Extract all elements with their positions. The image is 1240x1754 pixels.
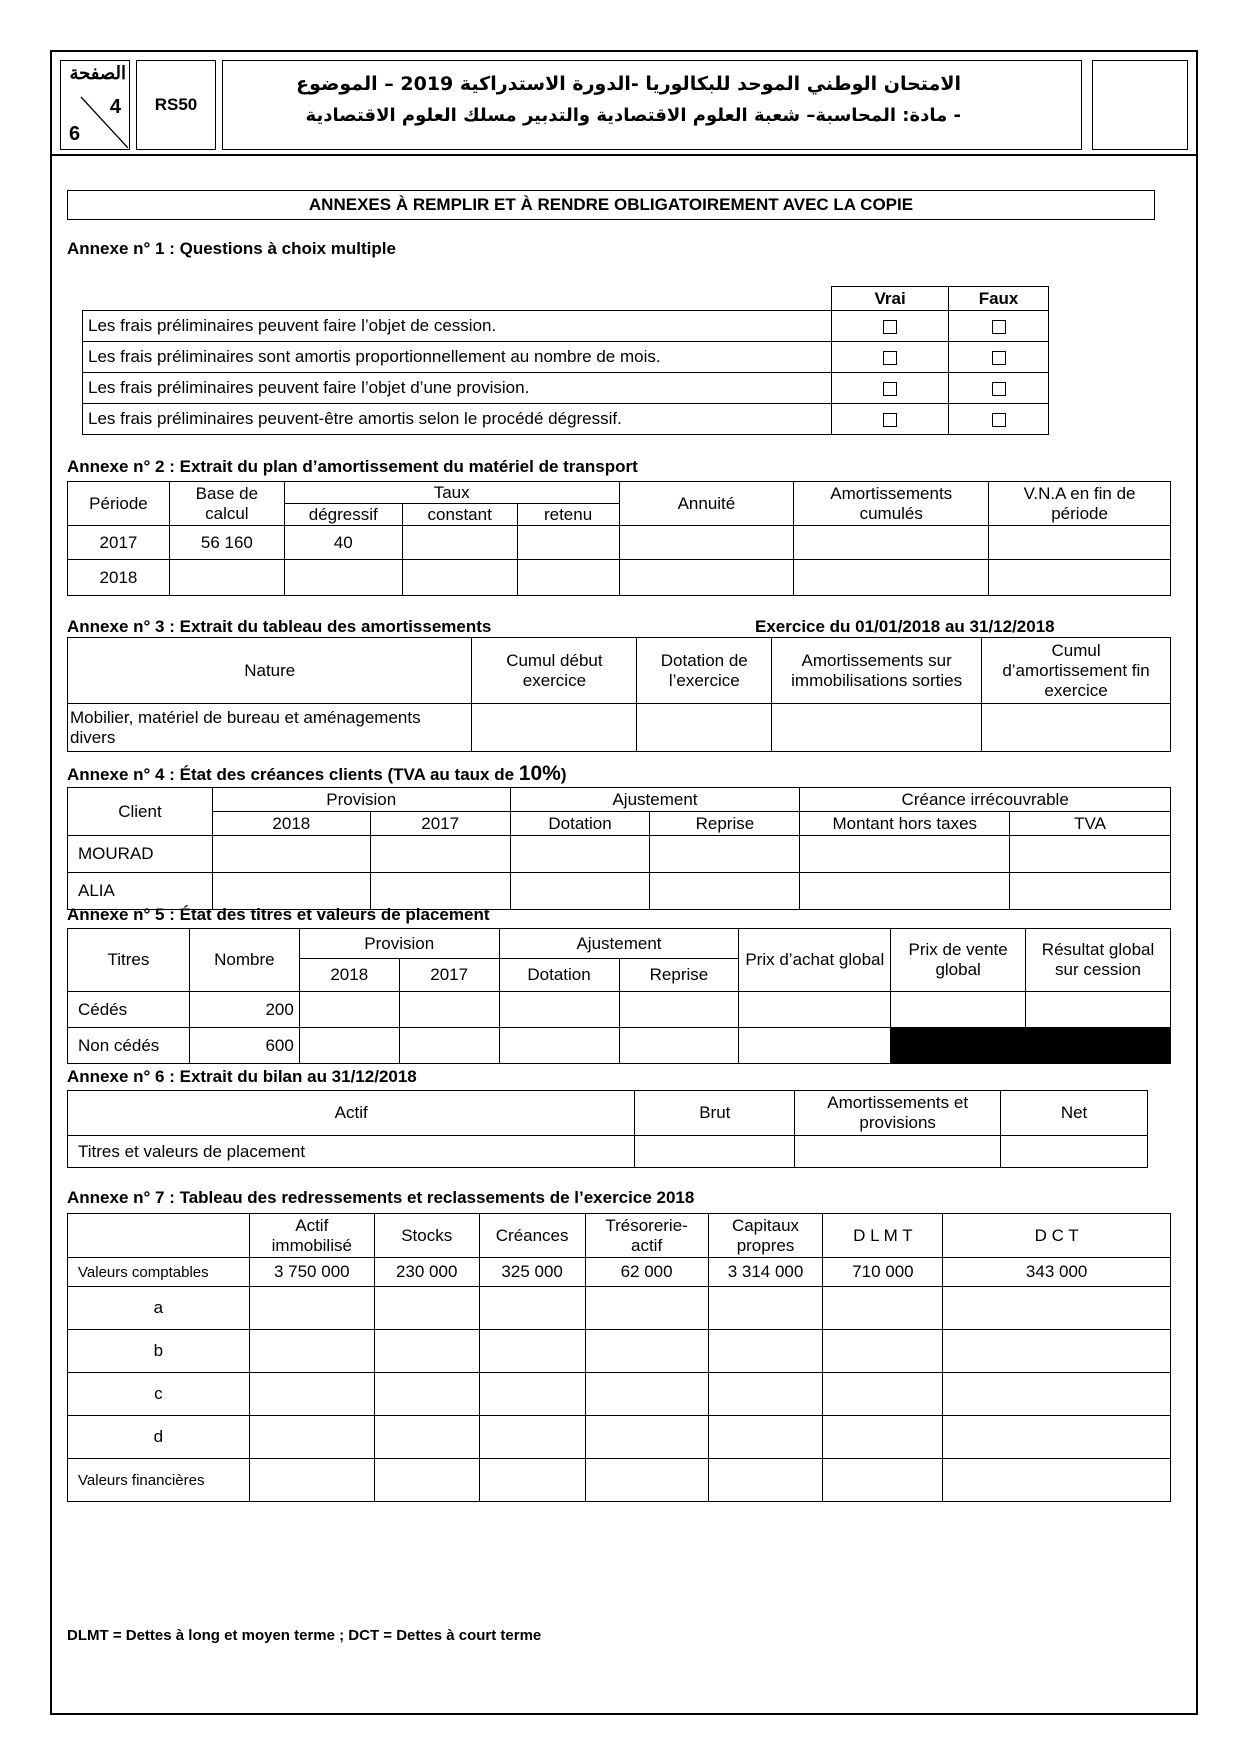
annexe6-title: Annexe n° 6 : Extrait du bilan au 31/12/2018 <box>67 1067 417 1086</box>
page-total: 6 <box>69 123 81 145</box>
page-number: 4 <box>109 96 121 118</box>
h-base: Base de calcul <box>169 482 284 526</box>
exam-title-line2: - مادة: المحاسبة– شعبة العلوم الاقتصادية والتدبير مسلك العلوم الاقتصادية <box>305 105 961 126</box>
h-actif: Actif <box>68 1091 635 1136</box>
h-dct: D C T <box>943 1214 1171 1258</box>
h-nature: Nature <box>68 638 472 704</box>
row-nombre: 600 <box>189 1028 299 1064</box>
annexe7-table <box>67 1213 1171 1502</box>
row-titres: Non cédés <box>68 1028 190 1064</box>
h-resultat: Résultat global sur cession <box>1026 929 1171 992</box>
h-provision: Provision <box>299 929 499 959</box>
client-name: MOURAD <box>68 836 213 873</box>
h-retenu: retenu <box>517 504 619 526</box>
h-provision: Provision <box>212 788 510 812</box>
annexe6-table <box>67 1090 1148 1168</box>
h-ajustement: Ajustement <box>499 929 739 959</box>
annexe3-exercice: Exercice du 01/01/2018 au 31/12/2018 <box>755 617 1055 636</box>
h-dotation: Dotation de l’exercice <box>637 638 772 704</box>
h-constant: constant <box>402 504 517 526</box>
h-tva: TVA <box>1010 812 1171 836</box>
valeur-cell: 343 000 <box>943 1258 1171 1287</box>
h-annuite: Annuité <box>619 482 794 526</box>
annexe4-title <box>67 762 566 786</box>
col-faux: Faux <box>949 287 1049 311</box>
question-4: Les frais préliminaires peuvent-être amortis selon le procédé dégressif. <box>83 404 832 435</box>
faux-checkbox-4[interactable] <box>992 413 1006 427</box>
row-periode: 2017 <box>68 526 170 560</box>
h-client: Client <box>68 788 213 836</box>
row-letter: d <box>68 1416 250 1459</box>
h-creance: Créance irrécouvrable <box>800 788 1171 812</box>
blank-box <box>1092 60 1188 150</box>
row-label: Titres et valeurs de placement <box>68 1136 635 1168</box>
valeurs-financieres-label: Valeurs financières <box>68 1459 250 1502</box>
h-taux: Taux <box>284 482 619 504</box>
annexe2-title: Annexe n° 2 : Extrait du plan d’amortissement du matériel de transport <box>67 457 638 476</box>
blacked-out-cell <box>891 1028 1171 1064</box>
h-reprise: Reprise <box>650 812 800 836</box>
annexe5-title: Annexe n° 5 : État des titres et valeurs de placement <box>67 905 490 924</box>
h-2017: 2017 <box>399 959 499 992</box>
h-capitaux: Capitaux propres <box>708 1214 823 1258</box>
h-actif-immobilise: Actif immobilisé <box>249 1214 374 1258</box>
page-header <box>52 52 1196 156</box>
h-prix-vente: Prix de vente global <box>891 929 1026 992</box>
faux-checkbox-2[interactable] <box>992 351 1006 365</box>
valeurs-comptables-label: Valeurs comptables <box>68 1258 250 1287</box>
h-creances: Créances <box>479 1214 585 1258</box>
h-dotation: Dotation <box>510 812 650 836</box>
h-degressif: dégressif <box>284 504 402 526</box>
annexe4-title-text: Annexe n° 4 : État des créances clients (TVA au taux de <box>67 765 519 784</box>
h-2018: 2018 <box>212 812 370 836</box>
valeur-cell: 230 000 <box>374 1258 479 1287</box>
valeur-cell: 3 314 000 <box>708 1258 823 1287</box>
row-letter: c <box>68 1373 250 1416</box>
h-periode: Période <box>68 482 170 526</box>
vrai-checkbox-1[interactable] <box>883 320 897 334</box>
row-degressif: 40 <box>284 526 402 560</box>
annexe4-tva-rate: 10% <box>518 762 561 785</box>
h-cumul-debut: Cumul début exercice <box>472 638 637 704</box>
h-2017: 2017 <box>370 812 510 836</box>
annexe3-title-text: Annexe n° 3 : Extrait du tableau des amortissements <box>67 617 492 636</box>
h-stocks: Stocks <box>374 1214 479 1258</box>
valeur-cell: 62 000 <box>585 1258 708 1287</box>
annexes-banner: ANNEXES À REMPLIR ET À RENDRE OBLIGATOIREMENT AVEC LA COPIE <box>67 190 1155 220</box>
h-ajustement: Ajustement <box>510 788 800 812</box>
row-titres: Cédés <box>68 992 190 1028</box>
annexe1-title: Annexe n° 1 : Questions à choix multiple <box>67 239 396 258</box>
valeur-cell: 325 000 <box>479 1258 585 1287</box>
page-frame <box>50 50 1198 1715</box>
faux-checkbox-3[interactable] <box>992 382 1006 396</box>
h-cumul-fin: Cumul d’amortissement fin exercice <box>982 638 1171 704</box>
h-amort-cumules: Amortissements cumulés <box>794 482 989 526</box>
page-label: الصفحة <box>69 63 126 83</box>
valeur-cell: 3 750 000 <box>249 1258 374 1287</box>
h-vna: V.N.A en fin de période <box>989 482 1171 526</box>
col-vrai: Vrai <box>832 287 949 311</box>
h-amort-provisions: Amortissements et provisions <box>795 1091 1001 1136</box>
h-dotation: Dotation <box>499 959 619 992</box>
h-dlmt: D L M T <box>823 1214 943 1258</box>
h-tresorerie: Trésorerie-actif <box>585 1214 708 1258</box>
row-base: 56 160 <box>169 526 284 560</box>
exam-title-box <box>222 60 1082 150</box>
question-1: Les frais préliminaires peuvent faire l’objet de cession. <box>83 311 832 342</box>
row-nombre: 200 <box>189 992 299 1028</box>
footnote: DLMT = Dettes à long et moyen terme ; DCT = Dettes à court terme <box>67 1627 542 1644</box>
vrai-checkbox-2[interactable] <box>883 351 897 365</box>
row-letter: a <box>68 1287 250 1330</box>
annexe4-table <box>67 787 1171 910</box>
exam-code: RS50 <box>136 60 216 150</box>
h-reprise: Reprise <box>619 959 739 992</box>
h-sorties: Amortissements sur immobilisations sorties <box>772 638 982 704</box>
vrai-checkbox-4[interactable] <box>883 413 897 427</box>
row-periode: 2018 <box>68 560 170 596</box>
question-3: Les frais préliminaires peuvent faire l’objet d’une provision. <box>83 373 832 404</box>
h-2018: 2018 <box>299 959 399 992</box>
annexe3-title <box>67 617 1055 637</box>
h-net: Net <box>1001 1091 1148 1136</box>
h-brut: Brut <box>635 1091 795 1136</box>
annexe7-title: Annexe n° 7 : Tableau des redressements et reclassements de l’exercice 2018 <box>67 1188 695 1207</box>
page-number-box <box>60 60 130 150</box>
annexe4-title-end: ) <box>560 765 567 784</box>
valeur-cell: 710 000 <box>823 1258 943 1287</box>
exam-title-line1: الامتحان الوطني الموحد للبكالوريا -الدورة الاستدراكية 2019 – الموضوع <box>296 73 961 95</box>
row-letter: b <box>68 1330 250 1373</box>
h-prix-achat: Prix d’achat global <box>739 929 891 992</box>
row-nature: Mobilier, matériel de bureau et aménagements divers <box>68 704 472 752</box>
annexe5-table <box>67 928 1171 1064</box>
h-montant-ht: Montant hors taxes <box>800 812 1010 836</box>
annexe1-table <box>82 286 1049 435</box>
faux-checkbox-1[interactable] <box>992 320 1006 334</box>
h-titres: Titres <box>68 929 190 992</box>
vrai-checkbox-3[interactable] <box>883 382 897 396</box>
annexe2-table <box>67 481 1171 596</box>
client-name: ALIA <box>68 873 213 910</box>
question-2: Les frais préliminaires sont amortis proportionnellement au nombre de mois. <box>83 342 832 373</box>
annexe3-table <box>67 637 1171 752</box>
h-nombre: Nombre <box>189 929 299 992</box>
